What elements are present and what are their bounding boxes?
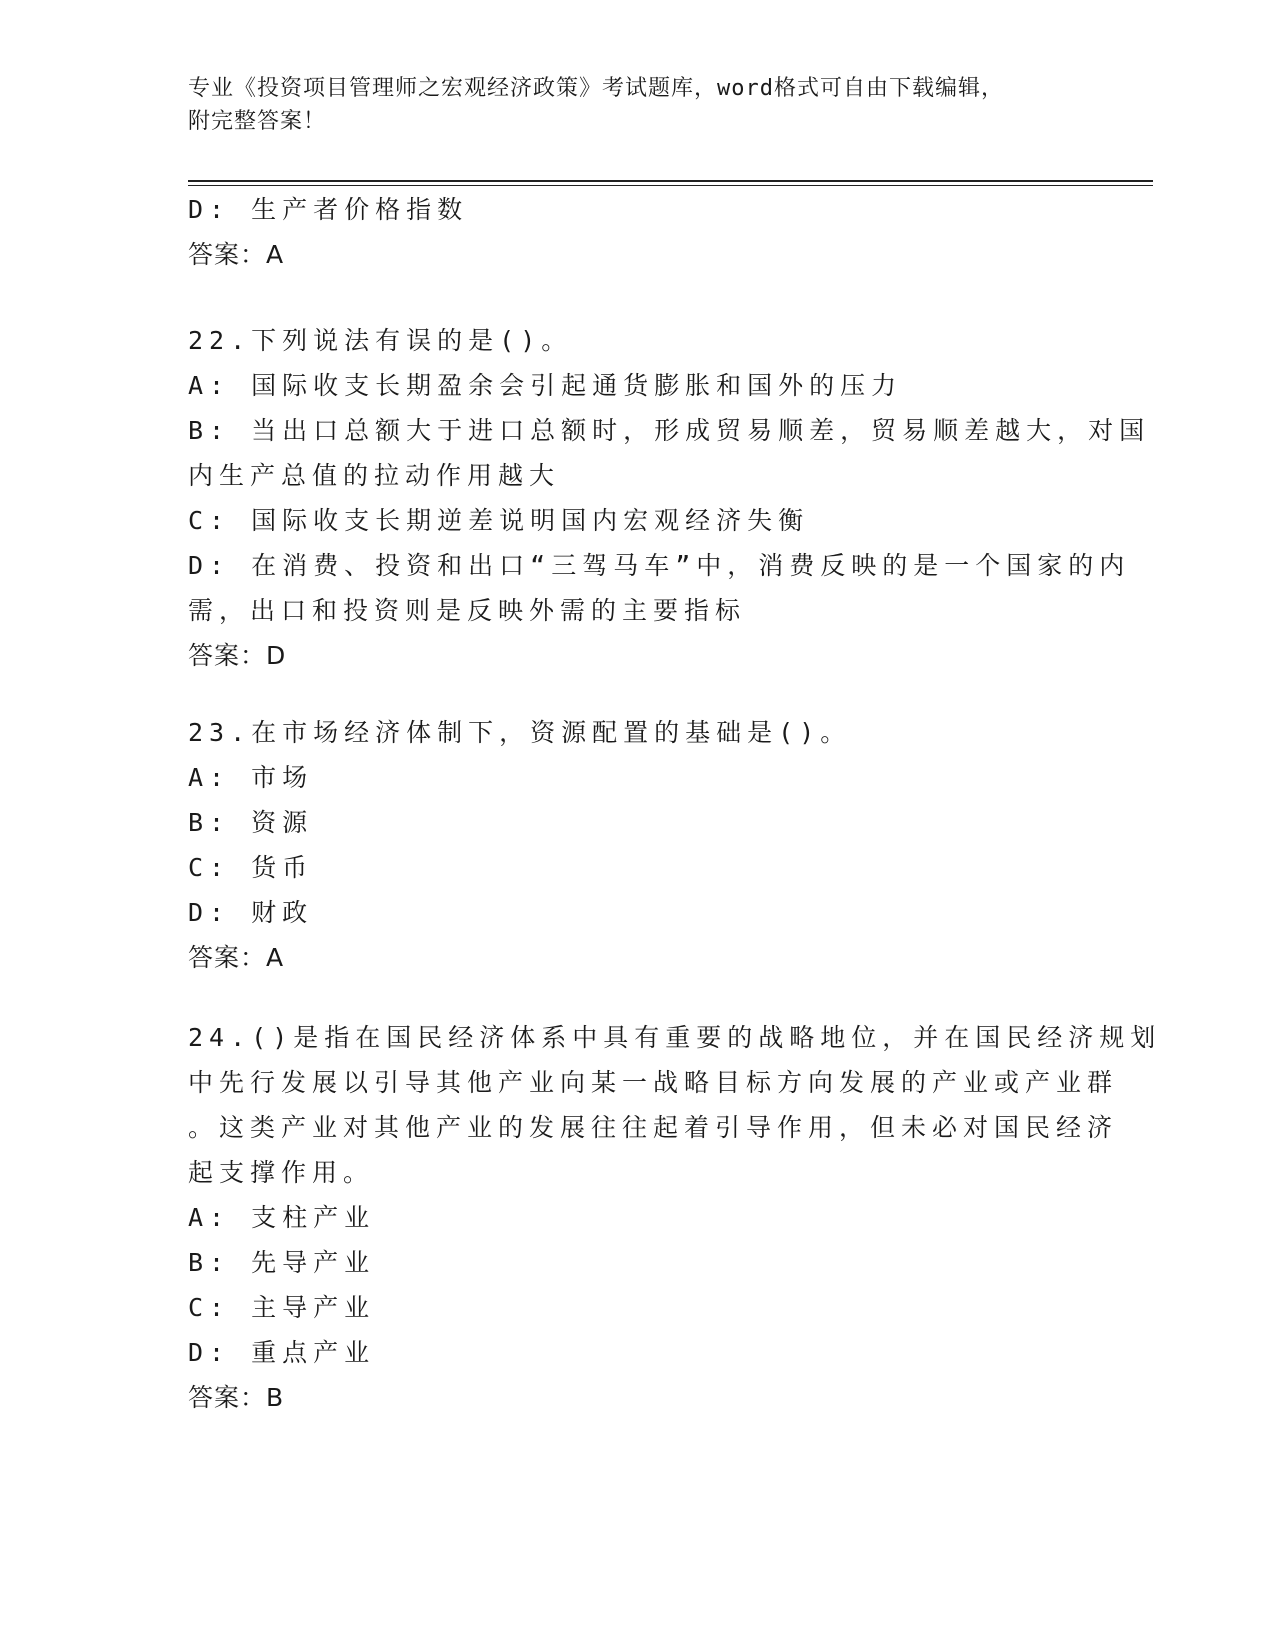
question-21-tail [188,187,1078,277]
option-d-continued: 需，出口和投资则是反映外需的主要指标 [188,596,747,625]
page-header [188,72,1068,138]
option-d: D: 重点产业 [188,1338,376,1367]
question-24 [188,1015,1162,1420]
option-b: B: 资源 [188,808,314,837]
option-a: A: 国际收支长期盈余会引起通货膨胀和国外的压力 [188,371,903,400]
answer: 答案：D [188,641,287,670]
question-stem-continued: 。这类产业对其他产业的发展往往起着引导作用，但未必对国民经济 [188,1113,1119,1142]
question-stem: 24.()是指在国民经济体系中具有重要的战略地位，并在国民经济规划 [188,1023,1162,1052]
question-stem: 22.下列说法有误的是()。 [188,326,573,355]
question-stem: 23.在市场经济体制下，资源配置的基础是()。 [188,718,852,747]
option-b-continued: 内生产总值的拉动作用越大 [188,461,561,490]
option-b: B: 先导产业 [188,1248,376,1277]
option-a: A: 支柱产业 [188,1203,376,1232]
option-c: C: 国际收支长期逆差说明国内宏观经济失衡 [188,506,810,535]
option-a: A: 市场 [188,763,314,792]
answer: 答案：B [188,1383,285,1412]
question-stem-continued: 起支撑作用。 [188,1158,375,1187]
header-line-1: 专业《投资项目管理师之宏观经济政策》考试题库，word格式可自由下载编辑， [188,76,1004,101]
option-c: C: 主导产业 [188,1293,376,1322]
header-divider-thin [188,185,1153,186]
header-line-2: 附完整答案！ [188,109,327,134]
answer: 答案：A [188,943,285,972]
answer: 答案：A [188,240,285,269]
option-d: D: 生产者价格指数 [188,195,469,224]
question-23 [188,710,1078,980]
question-22 [188,318,1151,678]
option-c: C: 货币 [188,853,314,882]
header-divider [188,180,1153,182]
question-stem-continued: 中先行发展以引导其他产业向某一战略目标方向发展的产业或产业群 [188,1068,1119,1097]
option-d: D: 在消费、投资和出口“三驾马车”中，消费反映的是一个国家的内 [188,551,1131,580]
option-b: B: 当出口总额大于进口总额时，形成贸易顺差，贸易顺差越大，对国 [188,416,1151,445]
option-d: D: 财政 [188,898,314,927]
